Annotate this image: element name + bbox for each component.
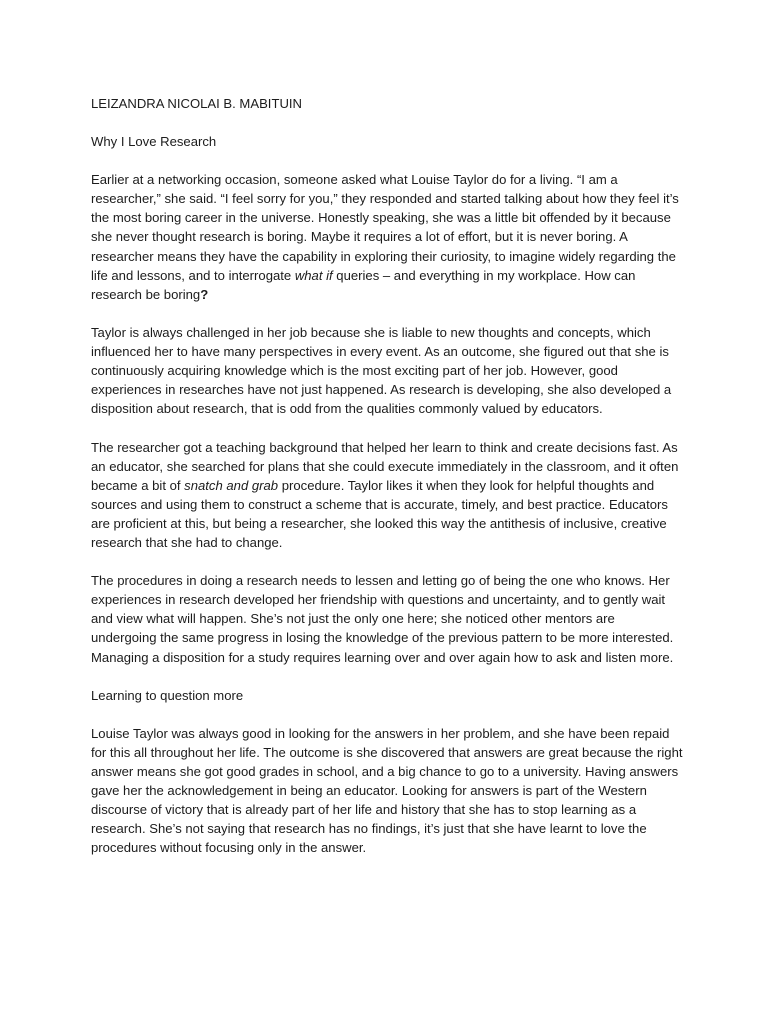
paragraph-1-text-a: Earlier at a networking occasion, someone asked what Louise Taylor do for a living. “I am a researcher,” she said. “I feel sorry for you,” they responded and started talking about how they feel it’s the most boring career in the universe. Honestly speaking, she was a little bit offended by it because she never thought research is boring. Maybe it requires a lot of effort, but it is never boring. A researcher means they have the capability in exploring their curiosity, to imagine widely regarding the life and lessons, and to interrogate bbox=[91, 172, 679, 283]
paragraph-4: The procedures in doing a research needs to lessen and letting go of being the one who knows. Her experiences in research developed her friendship with questions and uncertainty, and to gently wait and view what will happen. She’s not just the only one here; she noticed other mentors are undergoing the same progress in losing the knowledge of the previous pattern to be more interested. Managing a disposition for a study requires learning over and over again how to ask and listen more. bbox=[91, 573, 674, 665]
paragraph-3-text-a: The researcher got a teaching background that helped her learn to think and create decisions fast. As an educator, she searched for plans that she could execute immediately in the classroom, and it often became a bit of bbox=[91, 439, 679, 493]
author-name: LEIZANDRA NICOLAI B. MABITUIN bbox=[91, 96, 302, 111]
paragraph-1-question-mark: ? bbox=[200, 286, 209, 302]
paragraph-3-text-b: procedure. Taylor likes it when they look for helpful thoughts and sources and using them to construct a scheme that is accurate, timely, and best practice. Educators are proficient at this, but being a researcher, she looked this way the antithesis of inclusive, creative research that she had to change. bbox=[91, 477, 668, 550]
paragraph-1 bbox=[91, 170, 683, 304]
document-title: Why I Love Research bbox=[91, 134, 217, 150]
paragraph-1-text-b: queries – and everything in my workplace. How can research be boring bbox=[91, 267, 636, 302]
paragraph-3 bbox=[91, 438, 683, 553]
paragraph-5: Louise Taylor was always good in looking for the answers in her problem, and she have been repaid for this all throughout her life. The outcome is she discovered that answers are great because the right answer means she got good grades in school, and a big chance to go to a university. Having answers gave her the acknowledgement in being an educator. Looking for answers is part of the Western discourse of victory that is already part of her life and history that she has to stop learning as a research. She’s not saying that research has no findings, it’s just that she have learnt to love the procedures without focusing only in the answer. bbox=[91, 725, 683, 856]
paragraph-3-emphasis: snatch and grab bbox=[184, 477, 279, 493]
paragraph-2: Taylor is always challenged in her job because she is liable to new thoughts and concepts, which influenced her to have many perspectives in every event. As an outcome, she figured out that she is continuously acquiring knowledge which is the most exciting part of her job. However, good experiences in researches have not just happened. As research is developing, she also developed a disposition about research, that is odd from the qualities commonly valued by educators. bbox=[91, 324, 672, 417]
document-body bbox=[91, 94, 683, 877]
paragraph-1-emphasis: what if bbox=[294, 267, 333, 283]
section-subheading: Learning to question more bbox=[91, 687, 244, 703]
